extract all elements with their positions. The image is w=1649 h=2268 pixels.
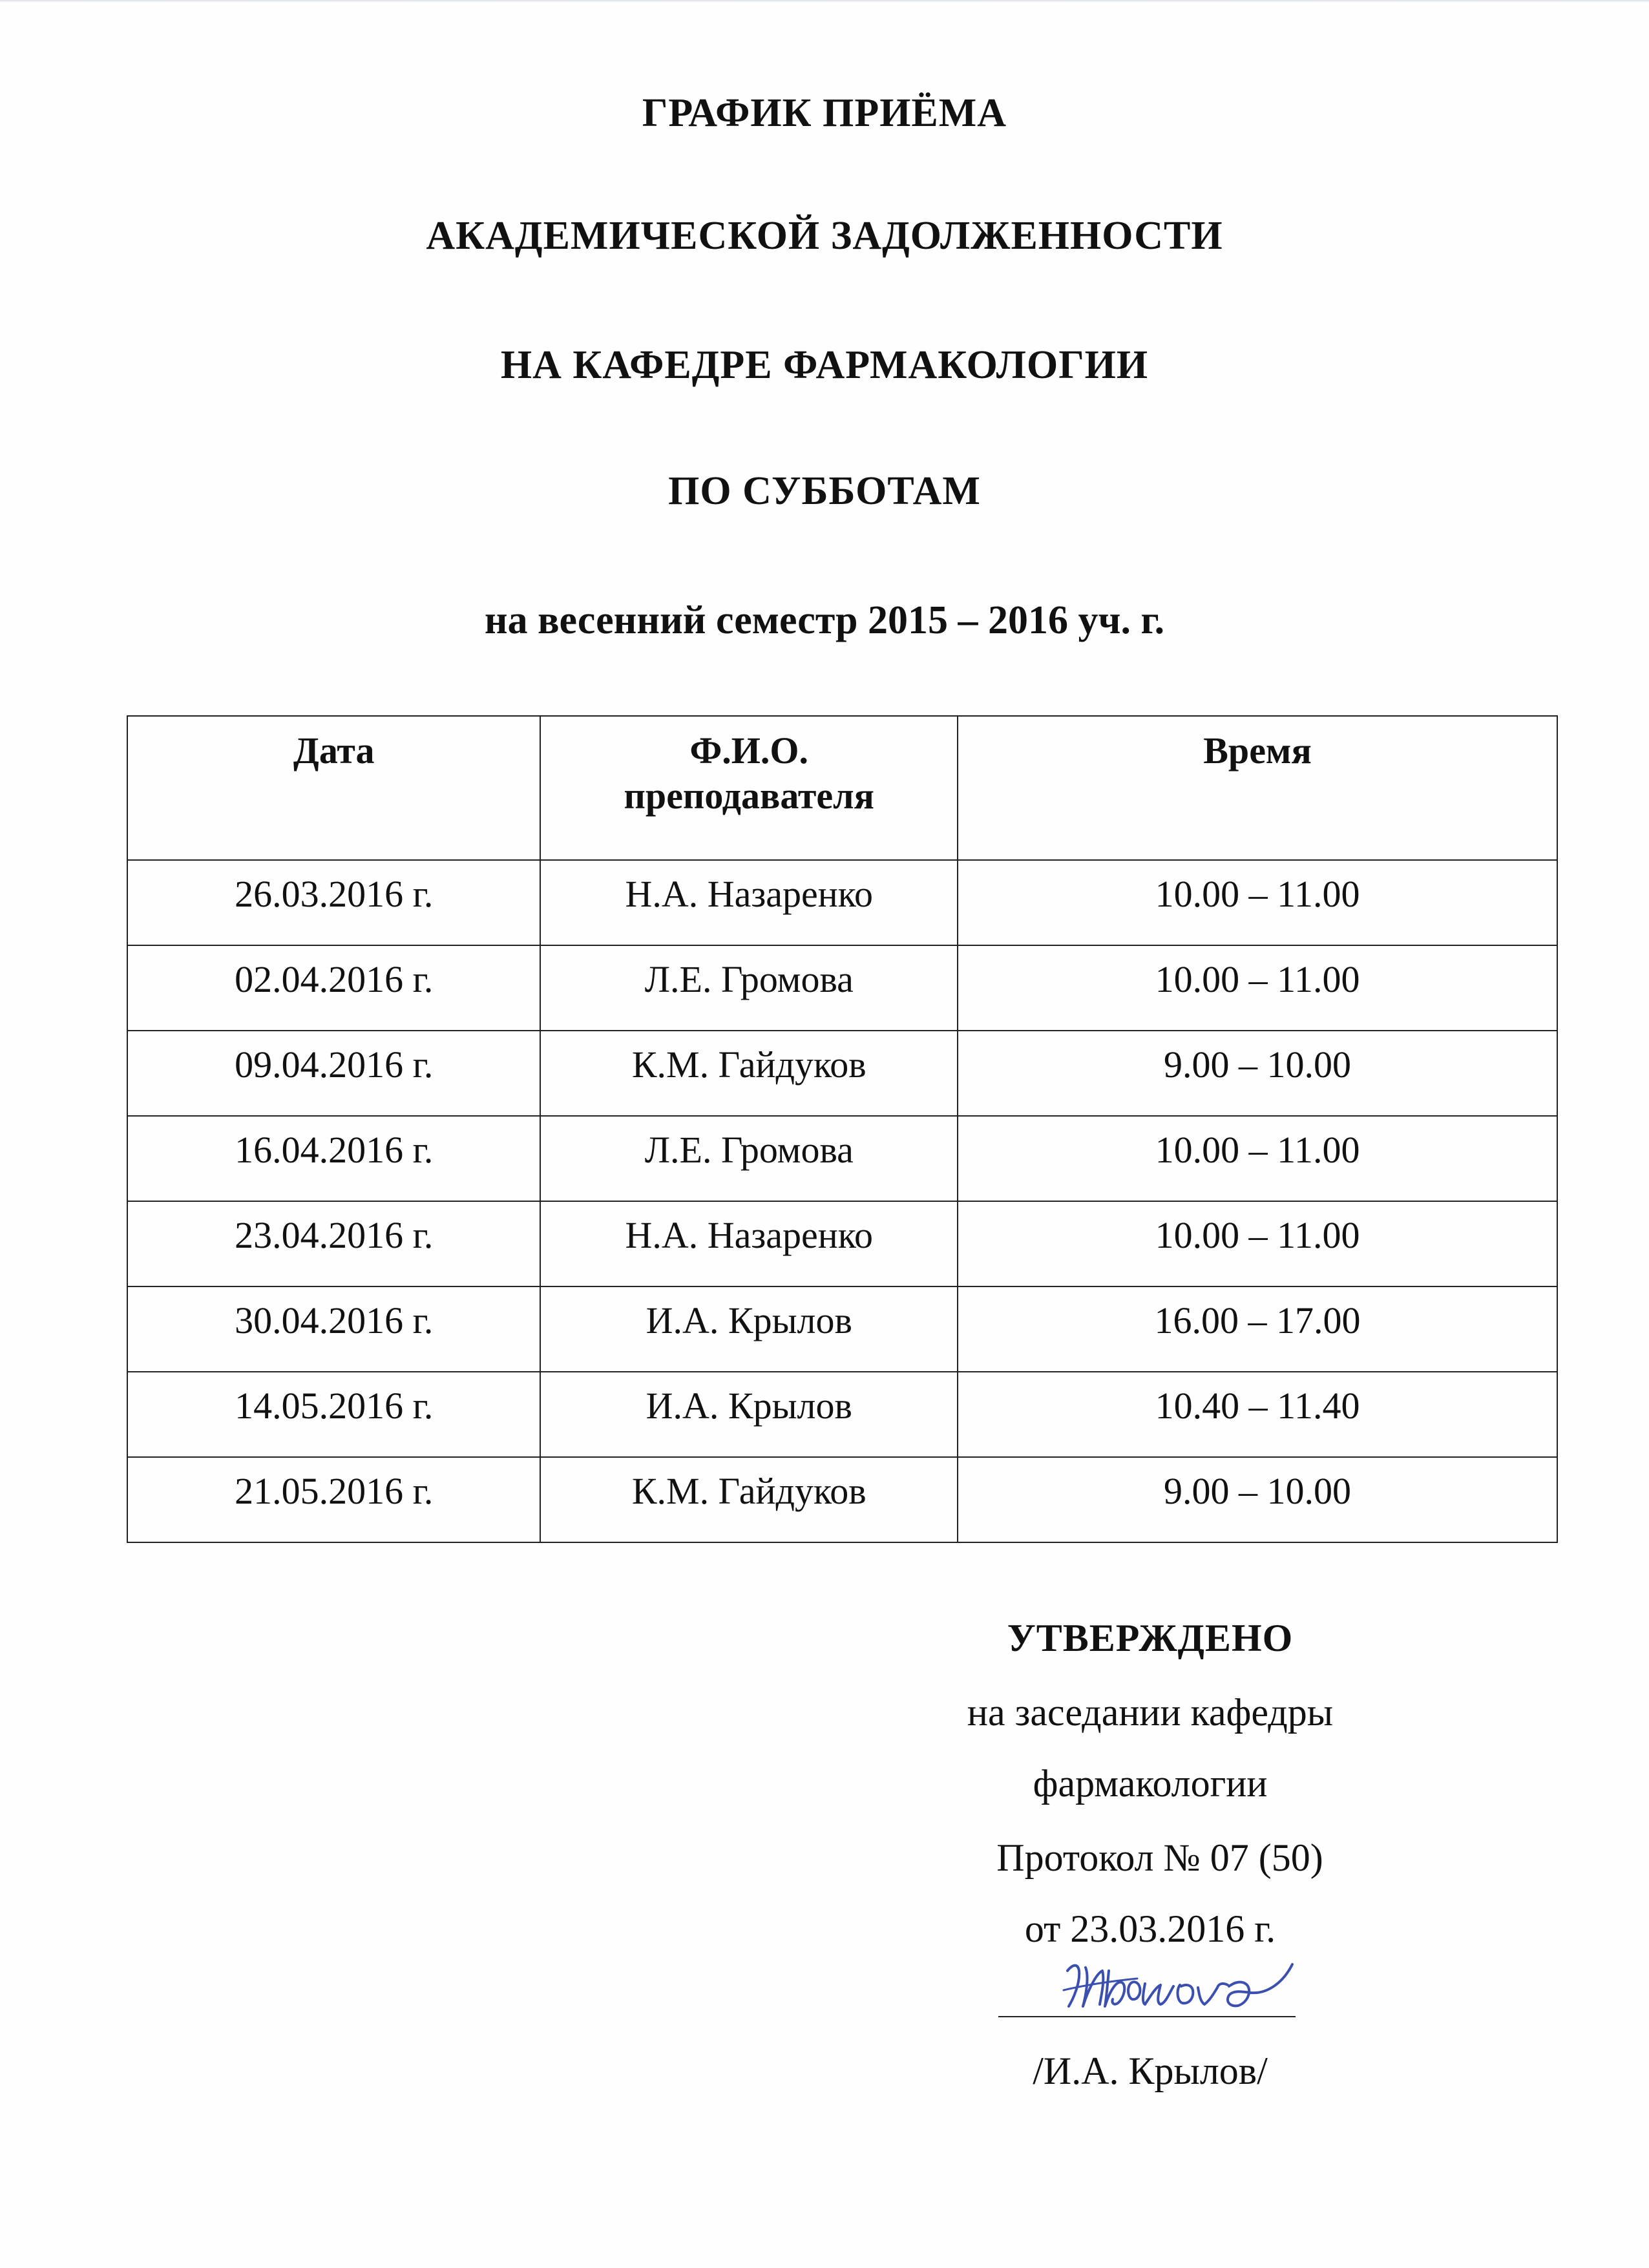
signature-line [998, 2016, 1296, 2017]
table-row [127, 1286, 1557, 1372]
table-header-row [127, 716, 1557, 860]
cell-date: 30.04.2016 г. [127, 1286, 540, 1372]
cell-time: 10.40 – 11.40 [958, 1372, 1557, 1457]
cell-date: 23.04.2016 г. [127, 1201, 540, 1286]
approval-protocol: Протокол № 07 (50) [996, 1836, 1323, 1879]
cell-date: 14.05.2016 г. [127, 1372, 540, 1457]
cell-date: 21.05.2016 г. [127, 1457, 540, 1542]
cell-teacher: Л.Е. Громова [540, 945, 958, 1031]
title-line-3: НА КАФЕДРЕ ФАРМАКОЛОГИИ [500, 343, 1149, 387]
table-row [127, 1201, 1557, 1286]
title-line-1: ГРАФИК ПРИЁМА [642, 91, 1007, 135]
cell-teacher: К.М. Гайдуков [540, 1457, 958, 1542]
title-line-4: ПО СУББОТАМ [668, 469, 981, 513]
cell-time: 10.00 – 11.00 [958, 860, 1557, 945]
approval-line-2: фармакологии [1033, 1762, 1268, 1805]
approval-line-1: на заседании кафедры [967, 1691, 1334, 1734]
cell-date: 26.03.2016 г. [127, 860, 540, 945]
signature-stroke [1067, 1964, 1292, 2006]
header-teacher-line-2: преподавателя [624, 775, 874, 817]
cell-teacher: Н.А. Назаренко [540, 860, 958, 945]
cell-date: 02.04.2016 г. [127, 945, 540, 1031]
table-row [127, 860, 1557, 945]
header-teacher [540, 716, 958, 860]
table-row [127, 1031, 1557, 1116]
cell-teacher: И.А. Крылов [540, 1372, 958, 1457]
signer-name: /И.А. Крылов/ [1033, 2050, 1268, 2092]
cell-time: 10.00 – 11.00 [958, 1116, 1557, 1201]
handwritten-signature [1060, 1945, 1305, 2016]
title-line-2: АКАДЕМИЧЕСКОЙ ЗАДОЛЖЕННОСТИ [426, 214, 1223, 258]
approval-date: от 23.03.2016 г. [1024, 1907, 1276, 1950]
cell-time: 10.00 – 11.00 [958, 1201, 1557, 1286]
header-teacher-line-1: Ф.И.О. [689, 730, 809, 772]
cell-time: 9.00 – 10.00 [958, 1457, 1557, 1542]
header-date: Дата [127, 716, 540, 860]
cell-teacher: Н.А. Назаренко [540, 1201, 958, 1286]
cell-teacher: Л.Е. Громова [540, 1116, 958, 1201]
cell-date: 09.04.2016 г. [127, 1031, 540, 1116]
approval-title: УТВЕРЖДЕНО [1007, 1617, 1294, 1659]
table-row [127, 945, 1557, 1031]
schedule-table [127, 715, 1558, 1543]
semester-line: на весенний семестр 2015 – 2016 уч. г. [484, 598, 1165, 642]
cell-time: 10.00 – 11.00 [958, 945, 1557, 1031]
cell-time: 16.00 – 17.00 [958, 1286, 1557, 1372]
cell-teacher: К.М. Гайдуков [540, 1031, 958, 1116]
cell-date: 16.04.2016 г. [127, 1116, 540, 1201]
signature-flourish [1064, 1979, 1137, 1990]
table-row [127, 1457, 1557, 1542]
cell-time: 9.00 – 10.00 [958, 1031, 1557, 1116]
table-row [127, 1116, 1557, 1201]
header-time: Время [958, 716, 1557, 860]
cell-teacher: И.А. Крылов [540, 1286, 958, 1372]
scan-edge [0, 0, 1649, 3]
table-row [127, 1372, 1557, 1457]
